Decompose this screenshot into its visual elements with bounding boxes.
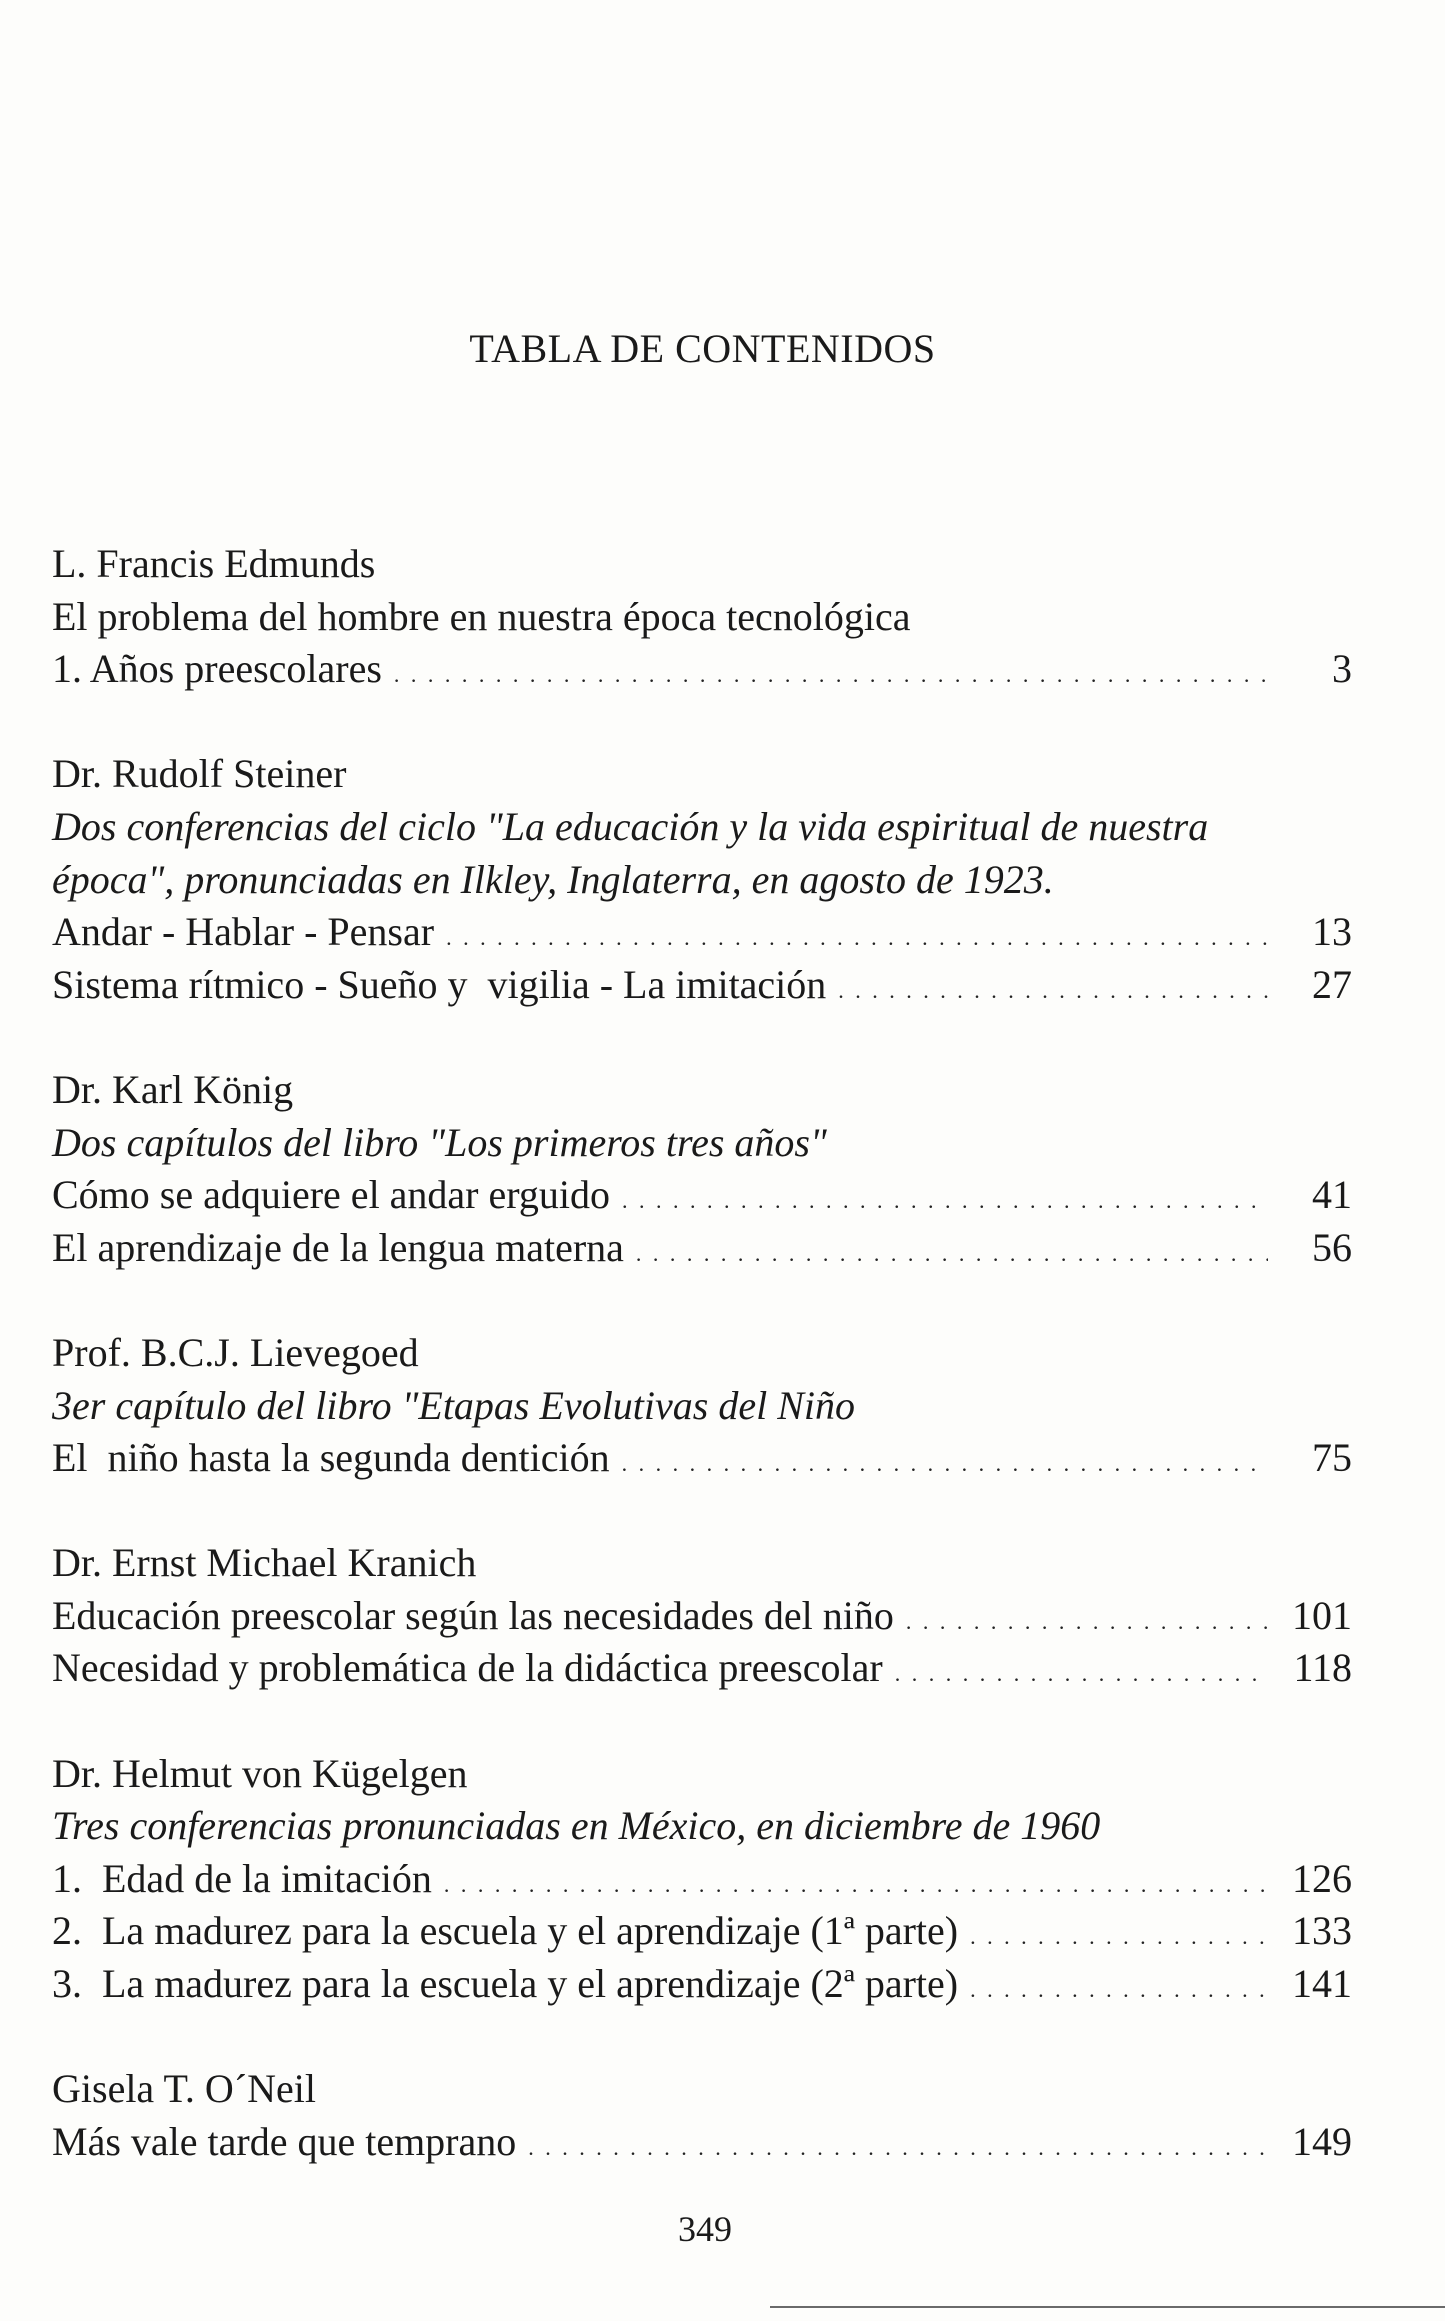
dot-leader xyxy=(622,1434,1268,1481)
section-description: Dos capítulos del libro "Los primeros tres años" xyxy=(52,1119,827,1165)
section-spacer xyxy=(52,1013,1352,1066)
entry-page: 3 xyxy=(1332,646,1352,692)
toc-section-kranich xyxy=(52,1539,1352,1697)
entry-page: 75 xyxy=(1312,1435,1352,1481)
entry-title: El aprendizaje de la lengua materna xyxy=(52,1224,624,1270)
author-name: Prof. B.C.J. Lievegoed xyxy=(52,1329,419,1375)
entry-page: 56 xyxy=(1312,1224,1352,1270)
toc-entry[interactable] xyxy=(52,1224,1352,1277)
toc-section-edmunds xyxy=(52,540,1352,698)
entry-page: 27 xyxy=(1312,961,1352,1007)
section-spacer xyxy=(52,1276,1352,1329)
toc-section-oneil xyxy=(52,2065,1352,2170)
entry-page: 13 xyxy=(1312,909,1352,955)
dot-leader xyxy=(394,645,1268,692)
dot-leader xyxy=(622,1171,1268,1218)
dot-leader xyxy=(636,1224,1268,1271)
section-spacer xyxy=(52,698,1352,751)
toc-entry[interactable] xyxy=(52,1644,1352,1697)
author-name: Dr. Helmut von Kügelgen xyxy=(52,1750,468,1796)
toc-entry[interactable] xyxy=(52,645,1352,698)
section-spacer xyxy=(52,2013,1352,2066)
entry-page: 118 xyxy=(1293,1645,1352,1691)
entry-title: El niño hasta la segunda dentición xyxy=(52,1435,610,1481)
entry-title: Cómo se adquiere el andar erguido xyxy=(52,1172,610,1218)
section-description-line: Dos conferencias del ciclo "La educación y la vida espiritual de nuestra xyxy=(52,803,1209,849)
author-name: Dr. Rudolf Steiner xyxy=(52,751,347,797)
dot-leader xyxy=(906,1592,1268,1639)
dot-leader xyxy=(970,1907,1268,1954)
section-description: 3er capítulo del libro "Etapas Evolutivas del Niño xyxy=(52,1382,856,1428)
entry-page: 133 xyxy=(1292,1908,1352,1954)
section-spacer xyxy=(52,1697,1352,1750)
toc-section-konig xyxy=(52,1066,1352,1276)
toc-entry[interactable] xyxy=(52,1171,1352,1224)
toc-section-steiner xyxy=(52,750,1352,1013)
entry-title: Sistema rítmico - Sueño y vigilia - La imitación xyxy=(52,961,827,1007)
toc-entry[interactable] xyxy=(52,908,1352,961)
entry-title: 2. La madurez para la escuela y el aprendizaje (1ª parte) xyxy=(52,1908,959,1954)
toc-section-lievegoed xyxy=(52,1329,1352,1487)
entry-title: Andar - Hablar - Pensar xyxy=(52,909,435,955)
table-of-contents xyxy=(52,540,1352,2170)
entry-page: 101 xyxy=(1292,1592,1352,1638)
entry-title: 1. Edad de la imitación xyxy=(52,1855,432,1901)
dot-leader xyxy=(444,1855,1268,1902)
dot-leader xyxy=(970,1960,1268,2007)
section-description-line: época", pronunciadas en Ilkley, Inglaterra, en agosto de 1923. xyxy=(52,856,1054,902)
toc-entry[interactable] xyxy=(52,1855,1352,1908)
section-subtitle: El problema del hombre en nuestra época tecnológica xyxy=(52,593,911,639)
toc-entry[interactable] xyxy=(52,961,1352,1014)
entry-title: Más vale tarde que temprano xyxy=(52,2118,517,2164)
toc-entry[interactable] xyxy=(52,1592,1352,1645)
entry-title: 3. La madurez para la escuela y el aprendizaje (2ª parte) xyxy=(52,1961,959,2007)
author-name: Dr. Ernst Michael Kranich xyxy=(52,1540,477,1586)
author-name: Dr. Karl König xyxy=(52,1066,294,1112)
entry-title: Necesidad y problemática de la didáctica preescolar xyxy=(52,1645,883,1691)
dot-leader xyxy=(446,908,1268,955)
entry-title: 1. Años preescolares xyxy=(52,646,382,692)
entry-page: 126 xyxy=(1292,1855,1352,1901)
dot-leader xyxy=(895,1644,1268,1691)
toc-entry[interactable] xyxy=(52,1960,1352,2013)
entry-page: 141 xyxy=(1292,1961,1352,2007)
entry-title: Educación preescolar según las necesidades del niño xyxy=(52,1592,894,1638)
dot-leader xyxy=(838,961,1268,1008)
toc-entry[interactable] xyxy=(52,2118,1352,2171)
entry-page: 41 xyxy=(1312,1172,1352,1218)
toc-entry[interactable] xyxy=(52,1907,1352,1960)
author-name: L. Francis Edmunds xyxy=(52,541,376,586)
author-name: Gisela T. O´Neil xyxy=(52,2066,317,2112)
entry-page: 149 xyxy=(1292,2118,1352,2164)
toc-entry[interactable] xyxy=(52,1434,1352,1487)
section-description: Tres conferencias pronunciadas en México, en diciembre de 1960 xyxy=(52,1803,1101,1849)
dot-leader xyxy=(528,2118,1268,2165)
toc-section-kugelgen xyxy=(52,1750,1352,2013)
section-spacer xyxy=(52,1487,1352,1540)
page-title: TABLA DE CONTENIDOS xyxy=(469,326,936,371)
bottom-rule xyxy=(770,2306,1445,2308)
page-number: 349 xyxy=(678,2209,732,2249)
